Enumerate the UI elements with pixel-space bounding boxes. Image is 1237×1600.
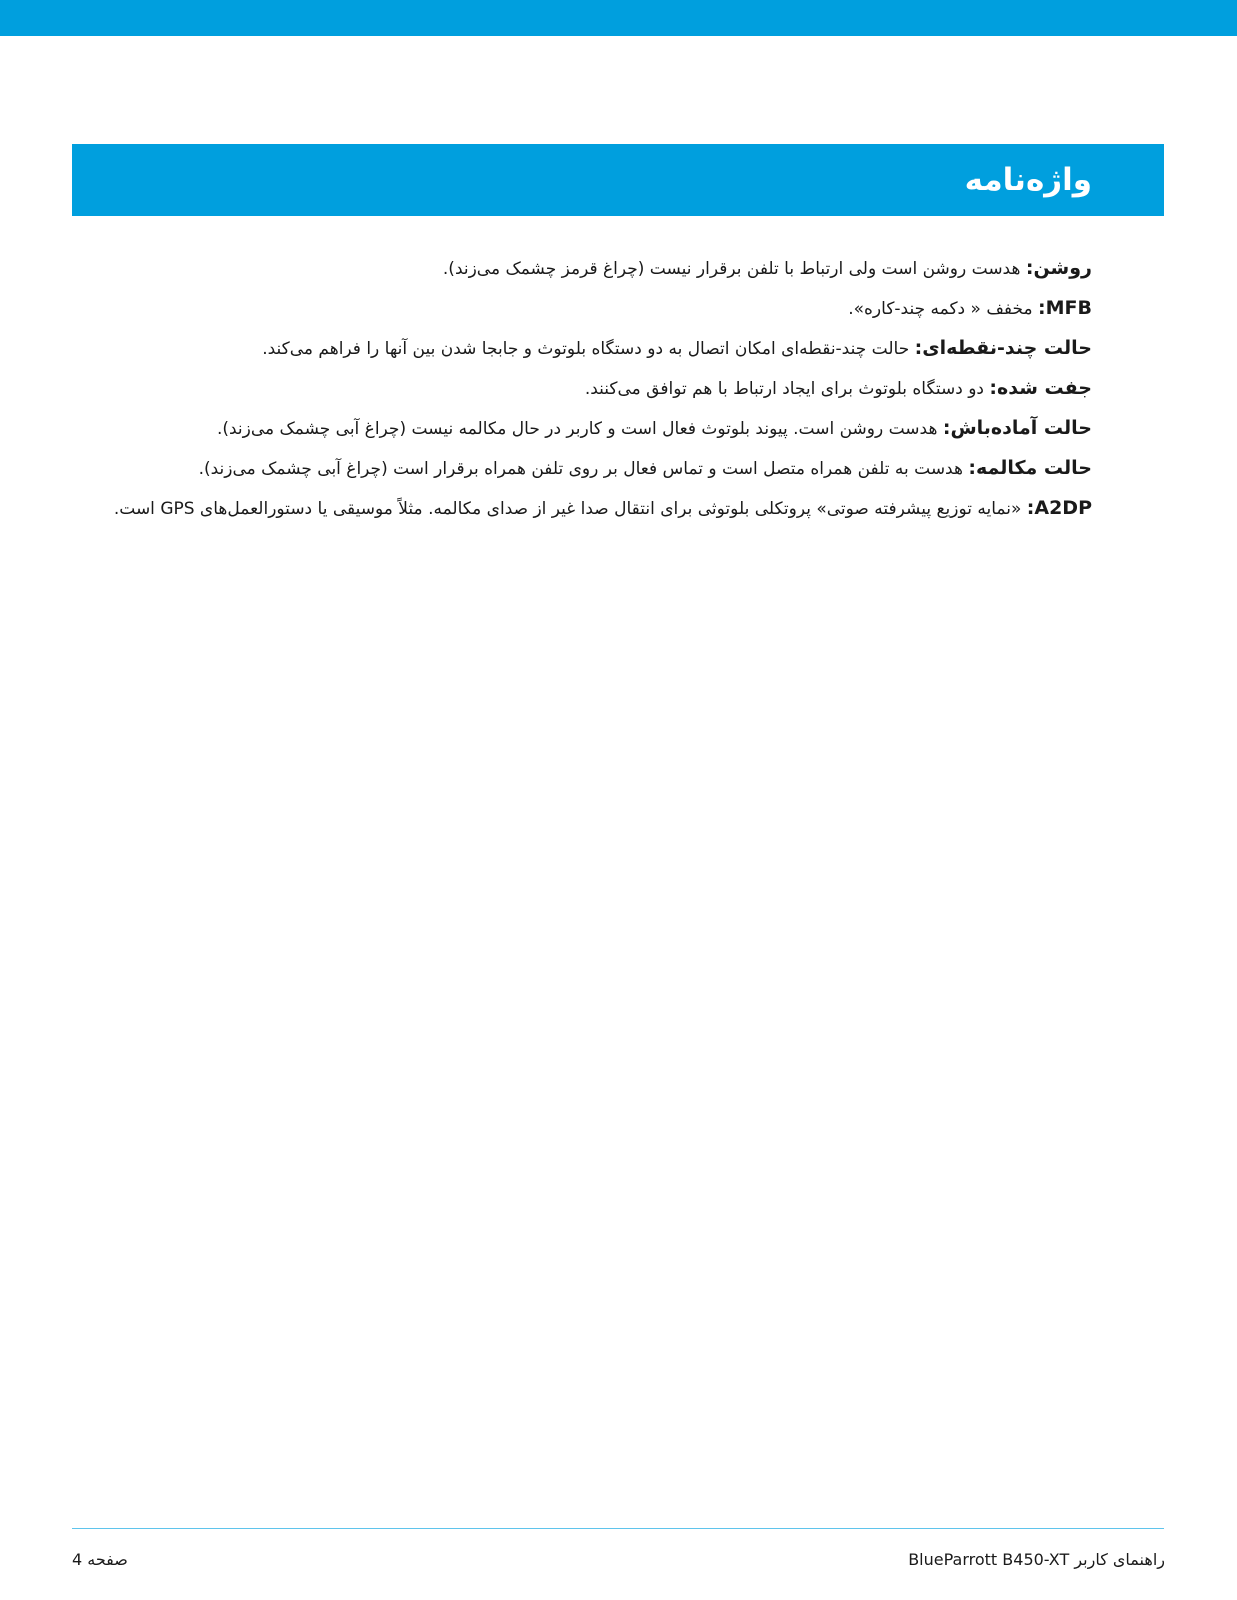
title-banner	[72, 144, 1164, 216]
glossary-definition: هدست روشن است ولی ارتباط با تلفن برقرار نیست (چراغ قرمز چشمک می‌زند).	[442, 259, 1021, 279]
footer-divider	[72, 1528, 1164, 1529]
glossary-entry	[72, 254, 1092, 283]
glossary-definition: حالت چند-نقطه‌ای امکان اتصال به دو دستگاه بلوتوث و جابجا شدن بین آنها را فراهم می‌کند.	[262, 339, 910, 359]
glossary-definition: هدست به تلفن همراه متصل است و تماس فعال بر روی تلفن همراه برقرار است (چراغ آبی چشمک می‌زند).	[198, 459, 963, 479]
page-title: واژه‌نامه	[964, 161, 1092, 198]
glossary-entry	[72, 294, 1092, 323]
glossary-definition: مخفف « دکمه چند-کاره».	[848, 299, 1033, 319]
glossary-term: حالت آماده‌باش:	[942, 417, 1092, 439]
manual-name: راهنمای کاربر BlueParrott B450-XT	[908, 1550, 1165, 1569]
glossary-definition: هدست روشن است. پیوند بلوتوث فعال است و کاربر در حال مکالمه نیست (چراغ آبی چشمک می‌زند).	[216, 419, 938, 439]
glossary-term: MFB:	[1038, 297, 1092, 319]
glossary-entry	[72, 334, 1092, 363]
top-accent-bar	[0, 0, 1237, 36]
glossary-entry	[72, 494, 1092, 523]
glossary-definition: دو دستگاه بلوتوث برای ایجاد ارتباط با هم توافق می‌کنند.	[584, 379, 985, 399]
glossary-term: A2DP:	[1026, 497, 1092, 519]
glossary-entry	[72, 374, 1092, 403]
page-number: صفحه 4	[72, 1550, 128, 1569]
glossary-entry	[72, 414, 1092, 443]
glossary-term: جفت شده:	[989, 377, 1092, 399]
glossary-entry	[72, 454, 1092, 483]
glossary-list	[72, 254, 1092, 534]
glossary-definition: «نمایه توزیع پیشرفته صوتی» پروتکلی بلوتوثی برای انتقال صدا غیر از صدای مکالمه. مثلاً موسیقی یا دستورالعمل‌های GPS است.	[113, 499, 1022, 519]
glossary-term: حالت مکالمه:	[968, 457, 1092, 479]
glossary-term: روشن:	[1025, 257, 1092, 279]
glossary-term: حالت چند-نقطه‌ای:	[914, 337, 1092, 359]
